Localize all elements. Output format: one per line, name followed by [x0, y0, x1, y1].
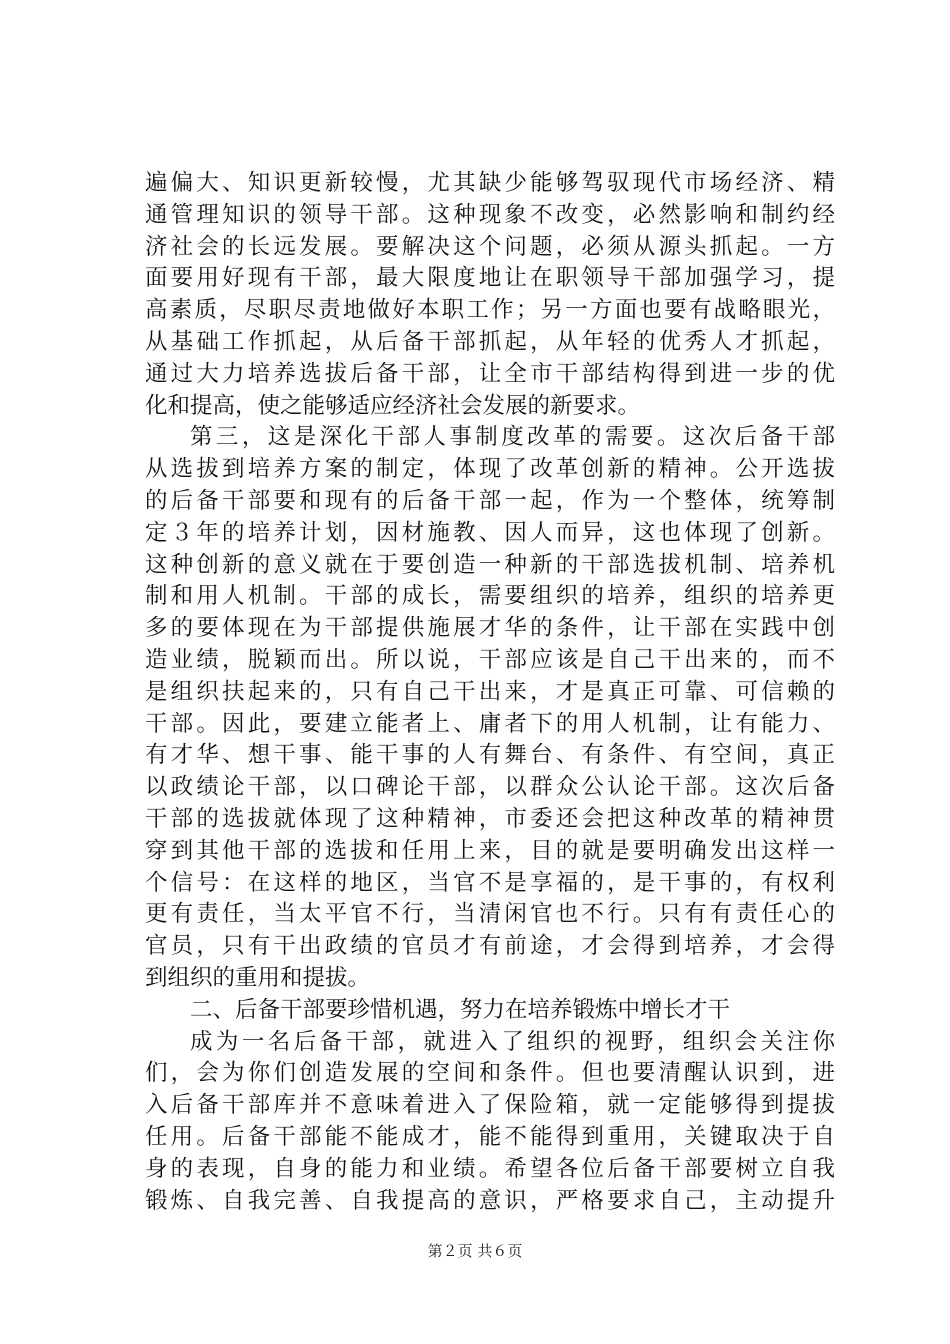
text-line: 到组织的重用和提拔。: [145, 964, 371, 991]
text-line: 穿到其他干部的选拔和任用上来，目的就是要明确发出这样一: [145, 837, 835, 864]
text-line: 定３年的培养计划，因材施教、因人而异，这也体现了创新。: [145, 519, 835, 546]
text-line: 锻炼、自我完善、自我提高的意识，严格要求自己，主动提升: [145, 1187, 835, 1214]
text-line: 有才华、想干事、能干事的人有舞台、有条件、有空间，真正: [145, 742, 835, 769]
text-line: 这种创新的意义就在于要创造一种新的干部选拔机制、培养机: [145, 551, 835, 578]
text-line: 从选拔到培养方案的制定，体现了改革创新的精神。公开选拔: [145, 456, 835, 483]
text-line: 是组织扶起来的，只有自己干出来，才是真正可靠、可信赖的: [145, 678, 835, 705]
text-line: 干部的选拔就体现了这种精神，市委还会把这种改革的精神贯: [145, 805, 835, 832]
section-heading: 二、后备干部要珍惜机遇，努力在培养锻炼中增长才干: [190, 996, 731, 1023]
text-line: 通管理知识的领导干部。这种现象不改变，必然影响和制约经: [145, 201, 835, 228]
text-line: 的后备干部要和现有的后备干部一起，作为一个整体，统筹制: [145, 487, 835, 514]
text-line: 干部。因此，要建立能者上、庸者下的用人机制，让有能力、: [145, 710, 835, 737]
text-line: 高素质，尽职尽责地做好本职工作；另一方面也要有战略眼光，: [145, 297, 835, 324]
text-line: 多的要体现在为干部提供施展才华的条件，让干部在实践中创: [145, 615, 835, 642]
body-text: [145, 168, 835, 1217]
text-line: 造业绩，脱颖而出。所以说，干部应该是自己干出来的，而不: [145, 646, 835, 673]
text-line: 个信号：在这样的地区，当官不是享福的，是干事的，有权利: [145, 869, 835, 896]
text-line: 从基础工作抓起，从后备干部抓起，从年轻的优秀人才抓起，: [145, 328, 835, 355]
text-line: 们，会为你们创造发展的空间和条件。但也要清醒认识到，进: [145, 1060, 835, 1087]
text-line: 官员，只有干出政绩的官员才有前途，才会得到培养，才会得: [145, 933, 835, 960]
text-line: 遍偏大、知识更新较慢，尤其缺少能够驾驭现代市场经济、精: [145, 170, 835, 196]
text-line: 身的表现，自身的能力和业绩。希望各位后备干部要树立自我: [145, 1155, 835, 1182]
paragraph-start-line: 第三，这是深化干部人事制度改革的需要。这次后备干部: [190, 424, 835, 451]
paragraph-start-line: 成为一名后备干部，就进入了组织的视野，组织会关注你: [190, 1028, 835, 1055]
page-footer: [0, 1241, 950, 1261]
text-line: 化和提高，使之能够适应经济社会发展的新要求。: [145, 392, 641, 419]
text-line: 制和用人机制。干部的成长，需要组织的培养，组织的培养更: [145, 583, 835, 610]
text-line: 入后备干部库并不意味着进入了保险箱，就一定能够得到提拔: [145, 1092, 835, 1119]
text-line: 通过大力培养选拔后备干部，让全市干部结构得到进一步的优: [145, 360, 835, 387]
text-line: 面要用好现有干部，最大限度地让在职领导干部加强学习，提: [145, 265, 835, 292]
text-line: 以政绩论干部，以口碑论干部，以群众公认论干部。这次后备: [145, 774, 835, 801]
text-line: 济社会的长远发展。要解决这个问题，必须从源头抓起。一方: [145, 233, 835, 260]
page-number: 第２页 共６页: [427, 1242, 523, 1260]
text-line: 更有责任，当太平官不行，当清闲官也不行。只有有责任心的: [145, 901, 835, 928]
text-line: 任用。后备干部能不能成才，能不能得到重用，关键取决于自: [145, 1123, 835, 1150]
